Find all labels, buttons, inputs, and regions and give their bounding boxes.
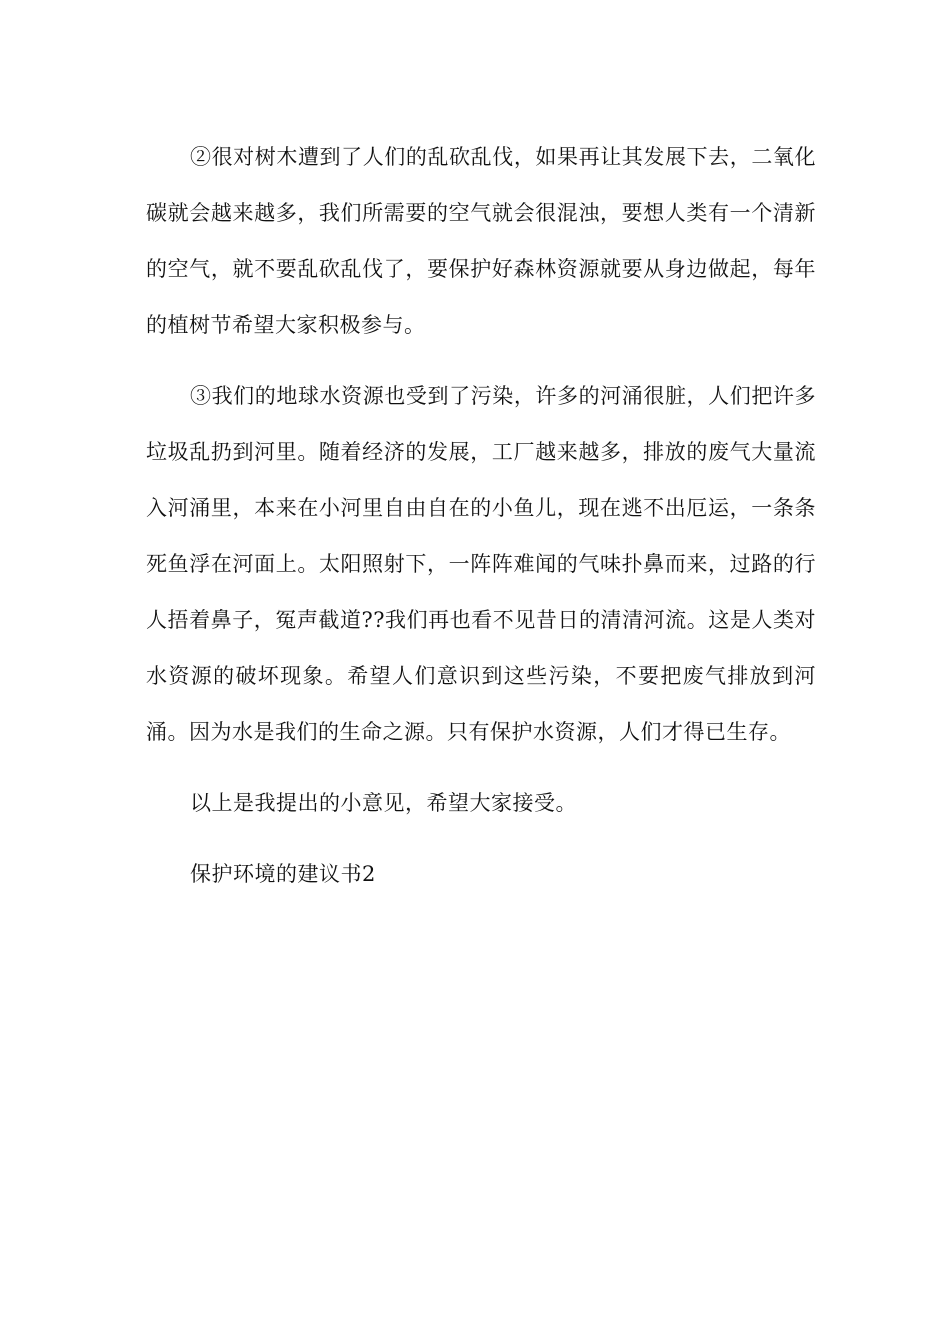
paragraph-water-pollution: ③我们的地球水资源也受到了污染，许多的河涌很脏，人们把许多垃圾乱扔到河里。随着经济的发展，工厂越来越多，排放的废气大量流入河涌里，本来在小河里自由自在的小鱼儿，现在逃不出厄运，一条条死鱼浮在河面上。太阳照射下，一阵阵难闻的气味扑鼻而来，过路的行人捂着鼻子，冤声截道??我们再也看不见昔日的清清河流。这是人类对水资源的破坏现象。希望人们意识到这些污染，不要把废气排放到河涌。因为水是我们的生命之源。只有保护水资源，人们才得已生存。 xyxy=(146,384,816,744)
paragraph-spacer xyxy=(146,760,816,775)
paragraph-forest-protection: ②很对树木遭到了人们的乱砍乱伐，如果再让其发展下去，二氧化碳就会越来越多，我们所需要的空气就会很混浊，要想人类有一个清新的空气，就不要乱砍乱伐了，要保护好森林资源就要从身边做起，每年的植树节希望大家积极参与。 xyxy=(146,145,816,337)
document-body xyxy=(146,129,816,902)
paragraph-spacer xyxy=(146,831,816,846)
paragraph-spacer xyxy=(146,353,816,368)
section-heading: 保护环境的建议书2 xyxy=(190,862,376,886)
paragraph-closing-remark: 以上是我提出的小意见，希望大家接受。 xyxy=(190,791,577,815)
